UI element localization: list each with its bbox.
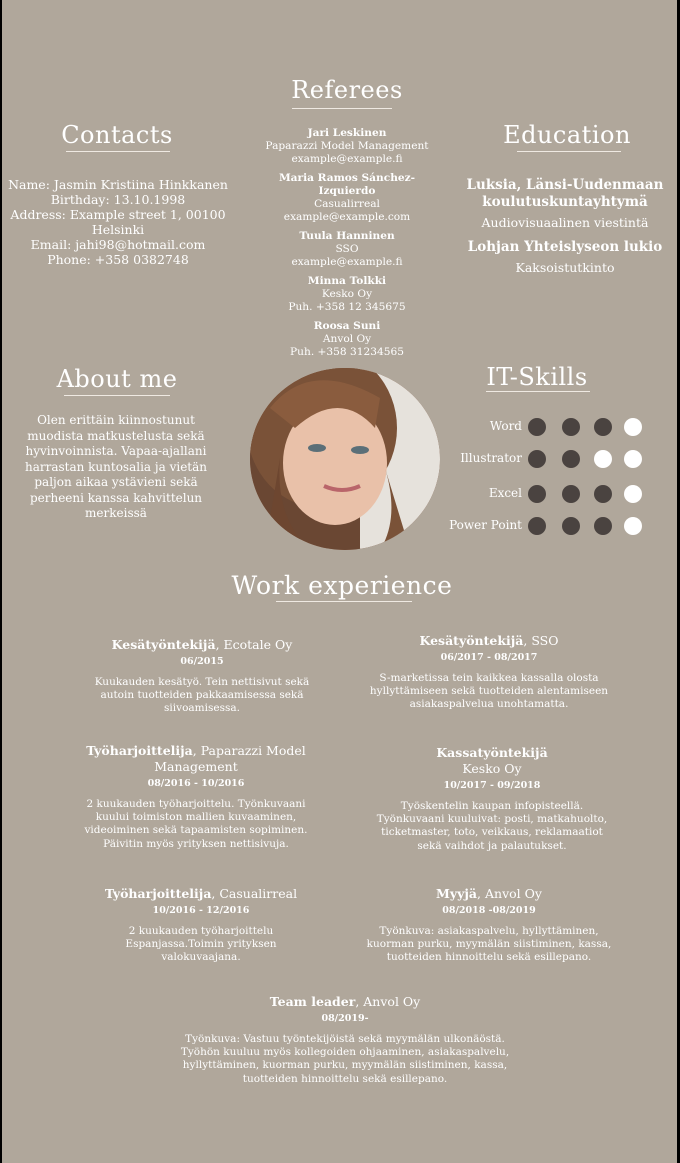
- contact-phone: Phone: +358 0382748: [47, 252, 189, 267]
- skill-row-excel: [442, 483, 652, 507]
- job-role: Kesätyöntekijä: [111, 637, 216, 652]
- referee-name: Jari Leskinen: [307, 127, 387, 139]
- job-title: [82, 637, 322, 653]
- job-company: , Paparazzi Model Management: [154, 743, 306, 774]
- referee-entry: [252, 275, 442, 314]
- job-company: , Ecotale Oy: [215, 637, 293, 652]
- job-description: Työnkuva: asiakaspalvelu, hyllyttäminen, kuorman purku, myymälän siistiminen, kassa, tuotteiden hinnoittelu sekä esillepano.: [366, 925, 612, 964]
- skills-underline: [486, 391, 590, 392]
- work-heading: Work experience: [231, 571, 453, 600]
- job-description: S-marketissa tein kaikkea kassalla olosta hyllyttämiseen sekä tuotteiden alentamiseen asiakaspalvelua unohtamatta.: [369, 672, 609, 711]
- referee-entry: [252, 127, 442, 166]
- job-title: [364, 633, 614, 649]
- skill-dot: [528, 418, 546, 436]
- referee-name: Minna Tolkki: [307, 275, 387, 287]
- skill-dot: [562, 418, 580, 436]
- referees-heading: Referees: [291, 76, 403, 104]
- job-role: Kesätyöntekijä: [419, 633, 524, 648]
- job-description: 2 kuukauden työharjoittelu Espanjassa.Toimin yrityksen valokuvaajana.: [125, 925, 277, 964]
- referee-name: Roosa Suni: [313, 320, 381, 332]
- referee-name: Maria Ramos Sánchez-Izquierdo: [278, 172, 416, 197]
- skill-dot: [624, 450, 642, 468]
- skill-label: Power Point: [449, 518, 522, 532]
- job-date: 10/2017 - 09/2018: [443, 780, 541, 791]
- skills-heading: IT-Skills: [486, 363, 588, 391]
- referee-contact: Puh. +358 31234565: [290, 346, 404, 358]
- job-role: Työharjoittelija: [104, 886, 212, 901]
- job-company: , SSO: [523, 633, 559, 648]
- skill-dot: [528, 450, 546, 468]
- about-heading: About me: [56, 365, 178, 393]
- referee-entry: [252, 230, 442, 269]
- skill-dot: [562, 450, 580, 468]
- contact-email: Email: jahi98@hotmail.com: [30, 237, 206, 252]
- referees-list: [252, 127, 442, 365]
- skill-label: Word: [489, 419, 522, 433]
- profile-photo: [250, 368, 440, 550]
- about-text: Olen erittäin kiinnostunut muodista matkustelusta sekä hyvinvoinnista. Vapaa-ajallani harrastan kuntosalia ja vietän paljon aikaa ystävieni sekä perheeni kanssa kahvittelun merkeissä: [24, 413, 208, 520]
- skill-label: Illustrator: [460, 451, 522, 465]
- referee-org: Paparazzi Model Management: [265, 140, 429, 152]
- contacts-underline: [66, 151, 170, 152]
- referee-contact: Puh. +358 12 345675: [288, 301, 406, 313]
- job-description: Kuukauden kesätyö. Tein nettisivut sekä autoin tuotteiden pakkaamisessa sekä siivoamisessa.: [94, 676, 310, 715]
- skill-dot: [562, 485, 580, 503]
- skill-row-illustrator: [442, 448, 652, 472]
- education-program: Kaksoistutkinto: [515, 260, 615, 275]
- referee-contact: example@example.fi: [291, 256, 403, 268]
- education-school: Lohjan Yhteislyseon lukio: [467, 239, 663, 255]
- education-block: [460, 177, 670, 284]
- job-description: Työnkuva: Vastuu työntekijöistä sekä myymälän ulkonäöstä. Työhön kuuluu myös kollegoiden ohjaaminen, asiakaspalvelu, hyllyttäminen, kuorman purku, myymälän siistiminen, kassa, tuotteiden hinnoittelu sekä esillepano.: [180, 1033, 510, 1085]
- contact-name: Name: Jasmin Kristiina Hinkkanen: [8, 177, 228, 192]
- job-role: Kassatyöntekijä: [436, 745, 548, 760]
- job-title: [174, 994, 516, 1010]
- education-program: Audiovisuaalinen viestintä: [481, 215, 649, 230]
- job-title: [72, 743, 320, 775]
- skill-dot: [624, 485, 642, 503]
- job-entry: [94, 886, 308, 965]
- job-entry: [82, 637, 322, 716]
- job-entry: [72, 743, 320, 851]
- portrait-illustration: [250, 368, 440, 550]
- job-entry: [174, 994, 516, 1086]
- skill-row-powerpoint: [442, 515, 652, 539]
- skill-label: Excel: [488, 486, 522, 500]
- job-date: 08/2019-: [321, 1013, 369, 1024]
- referee-org: SSO: [335, 243, 359, 255]
- work-underline: [276, 601, 412, 602]
- skill-dot: [528, 485, 546, 503]
- job-company: , Anvol Oy: [477, 886, 542, 901]
- referee-contact: example@example.com: [283, 211, 411, 223]
- job-company: , Casualirreal: [211, 886, 298, 901]
- skill-row-word: [442, 416, 652, 440]
- contacts-block: [8, 177, 228, 267]
- referee-name: Tuula Hanninen: [299, 230, 395, 242]
- job-title: [374, 745, 610, 777]
- referee-org: Kesko Oy: [321, 288, 373, 300]
- education-underline: [517, 151, 621, 152]
- job-description: 2 kuukauden työharjoittelu. Työnkuvaani kuului toimiston mallien kuvaaminen, videoiminen sekä tapaamisten sopiminen. Päivitin myös yrityksen nettisivuja.: [84, 798, 308, 850]
- job-entry: [364, 633, 614, 712]
- job-date: 06/2015: [180, 656, 224, 667]
- skill-dot: [624, 418, 642, 436]
- job-company: , Anvol Oy: [355, 994, 421, 1009]
- contact-address: Address: Example street 1, 00100 Helsinki: [10, 207, 226, 237]
- referee-org: Anvol Oy: [322, 333, 372, 345]
- job-date: 08/2016 - 10/2016: [147, 778, 245, 789]
- education-heading: Education: [503, 121, 631, 149]
- job-role: Työharjoittelija: [86, 743, 193, 758]
- referees-underline: [292, 108, 392, 109]
- referee-entry: [252, 172, 442, 224]
- job-role: Myyjä: [436, 886, 478, 901]
- job-entry: [364, 886, 614, 965]
- job-entry: [374, 745, 610, 853]
- about-underline: [64, 395, 170, 396]
- skill-dot: [594, 485, 612, 503]
- skill-dot: [594, 418, 612, 436]
- contact-birthday: Birthday: 13.10.1998: [50, 192, 186, 207]
- job-company: Kesko Oy: [462, 761, 522, 776]
- skill-dot: [562, 517, 580, 535]
- cv-page: [2, 0, 677, 1163]
- referee-entry: [252, 320, 442, 359]
- skill-dot: [528, 517, 546, 535]
- contacts-heading: Contacts: [61, 121, 173, 149]
- skill-dot: [594, 450, 612, 468]
- skill-dot: [594, 517, 612, 535]
- job-date: 10/2016 - 12/2016: [152, 905, 250, 916]
- job-description: Työskentelin kaupan infopisteellä. Työnkuvaani kuuluivat: posti, matkahuolto, ticketmaster, toto, veikkaus, reklamaatiot sekä vaihdot ja palautukset.: [376, 800, 608, 852]
- skill-dot: [624, 517, 642, 535]
- job-role: Team leader: [269, 994, 356, 1009]
- job-date: 06/2017 - 08/2017: [440, 652, 538, 663]
- job-title: [94, 886, 308, 902]
- referee-org: Casualirreal: [314, 198, 380, 210]
- education-school: Luksia, Länsi-Uudenmaan koulutuskuntayhtymä: [466, 177, 664, 210]
- job-title: [364, 886, 614, 902]
- referee-contact: example@example.fi: [291, 153, 403, 165]
- job-date: 08/2018 -08/2019: [442, 905, 536, 916]
